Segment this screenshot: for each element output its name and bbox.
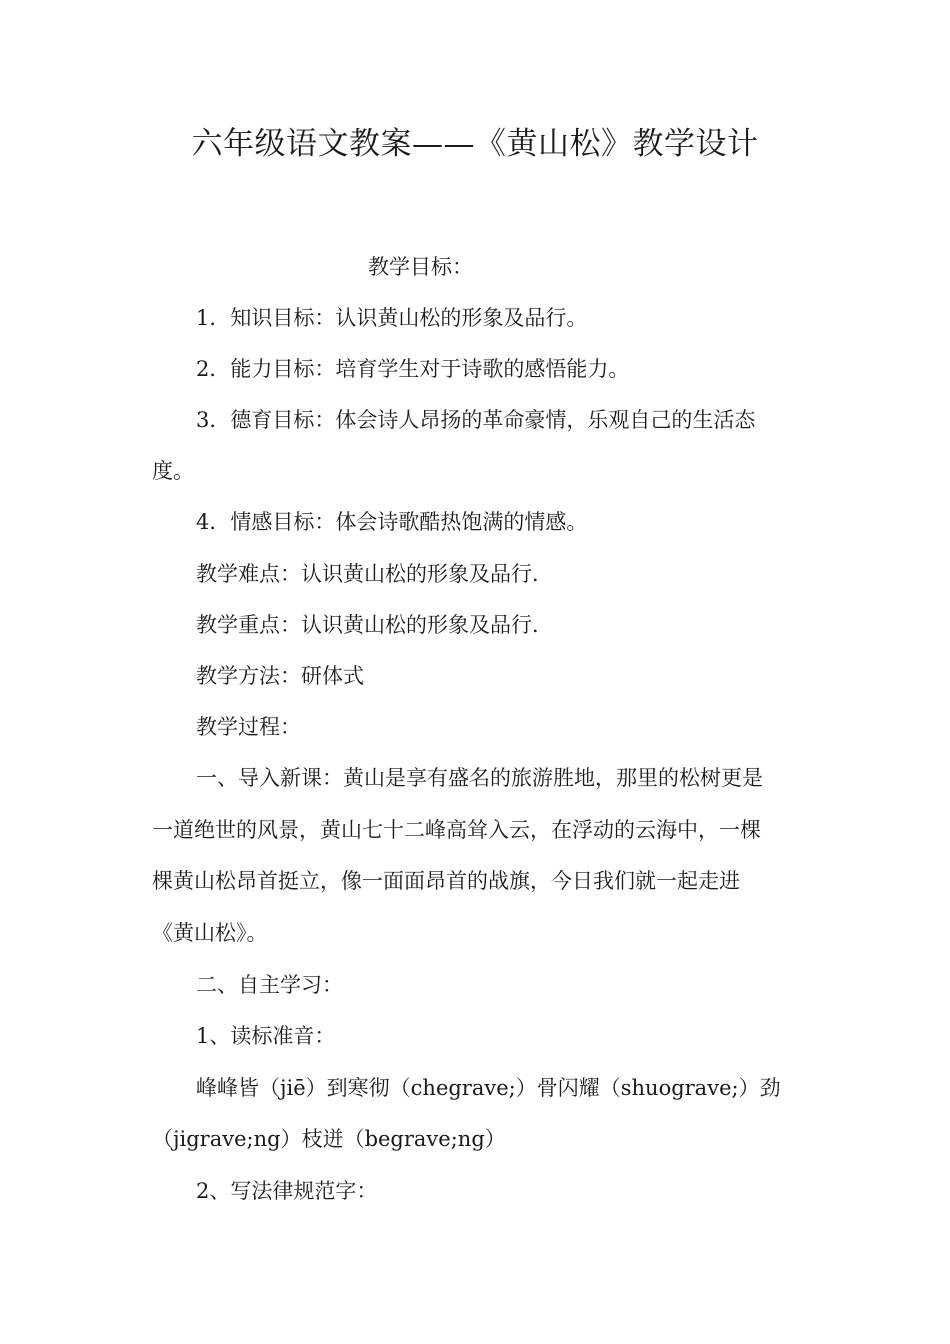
objective-moral: 3．德育目标：体会诗人昂扬的革命豪情，乐观自己的生活态 <box>196 408 756 432</box>
intro-paragraph-line: 一道绝世的风景，黄山七十二峰高耸入云，在浮动的云海中，一棵 <box>152 818 761 842</box>
objective-moral-continued: 度。 <box>152 459 194 483</box>
intro-paragraph-line: 一、导入新课：黄山是享有盛名的旅游胜地，那里的松树更是 <box>196 766 763 790</box>
teaching-method: 教学方法：研体式 <box>196 664 364 688</box>
objective-emotion: 4．情感目标：体会诗歌酷热饱满的情感。 <box>196 510 588 534</box>
self-study-heading: 二、自主学习： <box>196 973 343 997</box>
document-title: 六年级语文教案——《黄山松》教学设计 <box>191 126 759 162</box>
intro-paragraph-line: 《黄山松》。 <box>152 921 268 945</box>
pinyin-line: 峰峰皆（jiē）到寒彻（chegrave;）骨闪耀（shuograve;）劲 <box>196 1076 781 1100</box>
objective-ability: 2．能力目标：培育学生对于诗歌的感悟能力。 <box>196 357 630 381</box>
reading-heading: 1、读标准音： <box>196 1024 336 1048</box>
process-heading: 教学过程： <box>196 715 301 739</box>
writing-heading: 2、写法律规范字： <box>196 1179 378 1203</box>
pinyin-line: （jigrave;ng）枝迸（begrave;ng） <box>152 1127 506 1151</box>
teaching-difficulty: 教学难点：认识黄山松的形象及品行. <box>196 562 539 586</box>
objectives-heading: 教学目标： <box>368 255 473 279</box>
objective-knowledge: 1．知识目标：认识黄山松的形象及品行。 <box>196 306 588 330</box>
teaching-key-point: 教学重点：认识黄山松的形象及品行. <box>196 613 539 637</box>
intro-paragraph-line: 棵黄山松昂首挺立，像一面面昂首的战旗，今日我们就一起走进 <box>152 869 740 893</box>
